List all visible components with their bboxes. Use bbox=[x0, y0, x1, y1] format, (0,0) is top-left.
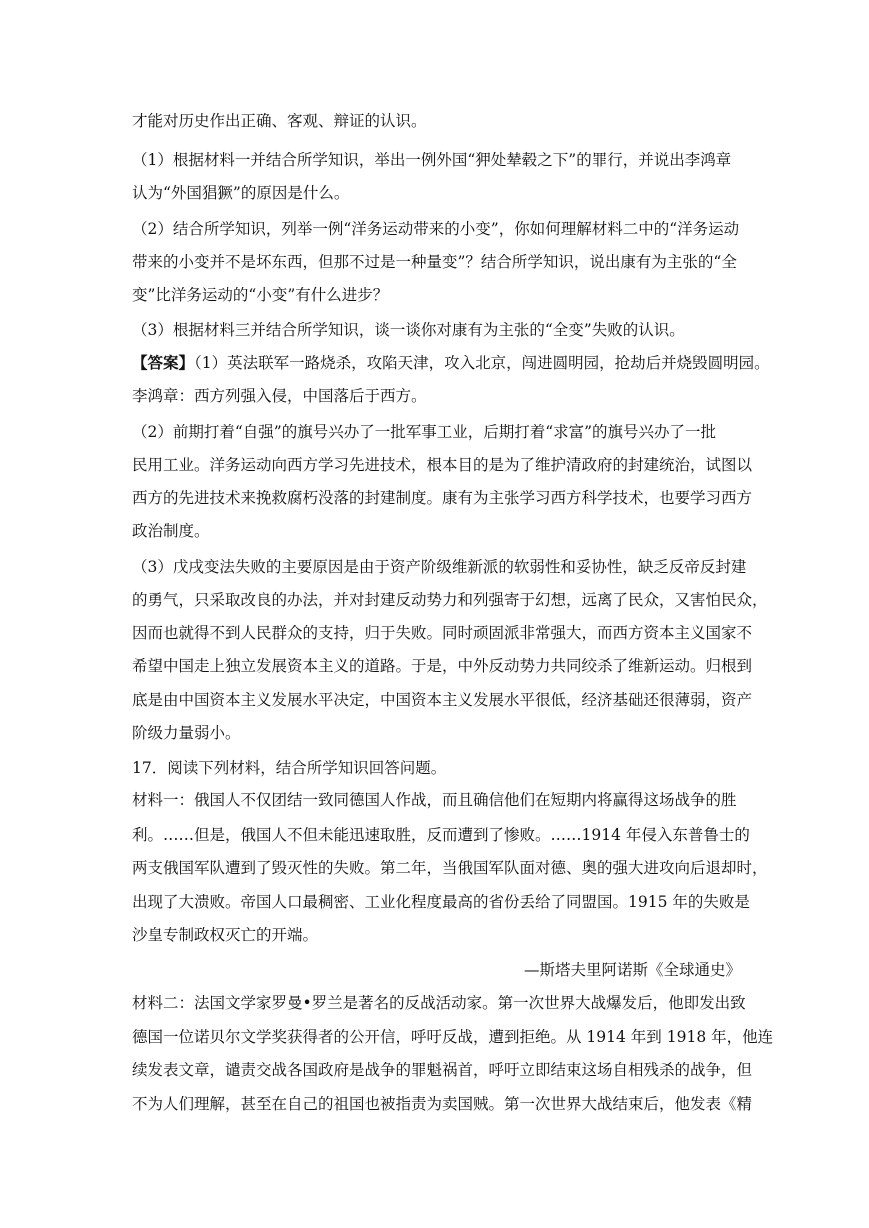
material-1-line-3: 两支俄国军队遭到了毁灭性的失败。第二年，当俄国军队面对德、奥的强大进攻向后退却时， bbox=[132, 859, 768, 877]
question-2-line-2: 带来的小变并不是坏东西，但那不过是一种量变”？结合所学知识，说出康有为主张的“全 bbox=[132, 253, 737, 271]
answer-2-line-4: 政治制度。 bbox=[132, 522, 210, 540]
question-1-line-1: （1）根据材料一并结合所学知识，举出一例外国“狎处辇毂之下”的罪行，并说出李鸿章 bbox=[132, 151, 732, 169]
answer-1-line-2: 李鸿章：西方列强入侵，中国落后于西方。 bbox=[132, 387, 427, 405]
material-2-line-3: 续发表文章，谴责交战各国政府是战争的罪魁祸首，呼吁立即结束这场自相残杀的战争，但 bbox=[132, 1061, 753, 1079]
material-2-line-2: 德国一位诺贝尔文学奖获得者的公开信，呼吁反战，遭到拒绝。从 1914 年到 1918 年，他连 bbox=[132, 1028, 774, 1046]
answer-3-line-2: 的勇气，只采取改良的办法，并对封建反动势力和列强寄于幻想，远离了民众，又害怕民众， bbox=[132, 591, 768, 609]
question-2-line-3: 变”比洋务运动的“小变”有什么进步？ bbox=[132, 286, 389, 304]
question-3-line: （3）根据材料三并结合所学知识，谈一谈你对康有为主张的“全变”失败的认识。 bbox=[132, 321, 685, 339]
answer-2-line-2: 民用工业。洋务运动向西方学习先进技术，根本目的是为了维护清政府的封建统治，试图以 bbox=[132, 456, 753, 474]
answer-2-line-1: （2）前期打着“自强”的旗号兴办了一批军事工业，后期打着“求富”的旗号兴办了一批 bbox=[132, 423, 717, 441]
citation: —斯塔夫里阿诺斯《全球通史》 bbox=[523, 961, 741, 979]
material-1-line-4: 出现了大溃败。帝国人口最稠密、工业化程度最高的省份丢给了同盟国。1915 年的失败是 bbox=[132, 893, 750, 911]
answer-2-line-3: 西方的先进技术来挽救腐朽没落的封建制度。康有为主张学习西方科学技术，也要学习西方 bbox=[132, 489, 753, 507]
answer-3-line-3: 因而也就得不到人民群众的支持，归于失败。同时顽固派非常强大，而西方资本主义国家不 bbox=[132, 624, 753, 642]
answer-3-line-6: 阶级力量弱小。 bbox=[132, 724, 241, 742]
question-17-title: 17．阅读下列材料，结合所学知识回答问题。 bbox=[132, 759, 447, 777]
answer-label: 【答案】 bbox=[132, 353, 195, 372]
text-line: 才能对历史作出正确、客观、辩证的认识。 bbox=[132, 112, 427, 130]
material-1-line-1: 材料一：俄国人不仅团结一致同德国人作战，而且确信他们在短期内将赢得这场战争的胜 bbox=[132, 791, 737, 809]
answer-1-text: （1）英法联军一路烧杀，攻陷天津，攻入北京，闯进圆明园，抢劫后并烧毁圆明园。 bbox=[194, 354, 770, 372]
material-2-line-4: 不为人们理解，甚至在自己的祖国也被指责为卖国贼。第一次世界大战结束后，他发表《精 bbox=[132, 1095, 753, 1113]
material-1-line-5: 沙皇专制政权灭亡的开端。 bbox=[132, 926, 319, 944]
question-2-line-1: （2）结合所学知识，列举一例“洋务运动带来的小变”，你如何理解材料二中的“洋务运动 bbox=[132, 220, 740, 238]
answer-3-line-1: （3）戊戌变法失败的主要原因是由于资产阶级维新派的软弱性和妥协性，缺乏反帝反封建 bbox=[132, 558, 747, 576]
question-1-line-2: 认为“外国猖獗”的原因是什么。 bbox=[132, 184, 350, 202]
material-1-line-2: 利。……但是，俄国人不但未能迅速取胜，反而遭到了惨败。……1914 年侵入东普鲁士的 bbox=[132, 826, 750, 844]
answer-3-line-4: 希望中国走上独立发展资本主义的道路。于是，中外反动势力共同绞杀了维新运动。归根到 bbox=[132, 657, 753, 675]
answer-3-line-5: 底是由中国资本主义发展水平决定，中国资本主义发展水平很低，经济基础还很薄弱，资产 bbox=[132, 691, 753, 709]
answer-1-line-1 bbox=[132, 353, 772, 373]
material-2-line-1: 材料二：法国文学家罗曼•罗兰是著名的反战活动家。第一次世界大战爆发后，他即发出致 bbox=[132, 994, 746, 1012]
